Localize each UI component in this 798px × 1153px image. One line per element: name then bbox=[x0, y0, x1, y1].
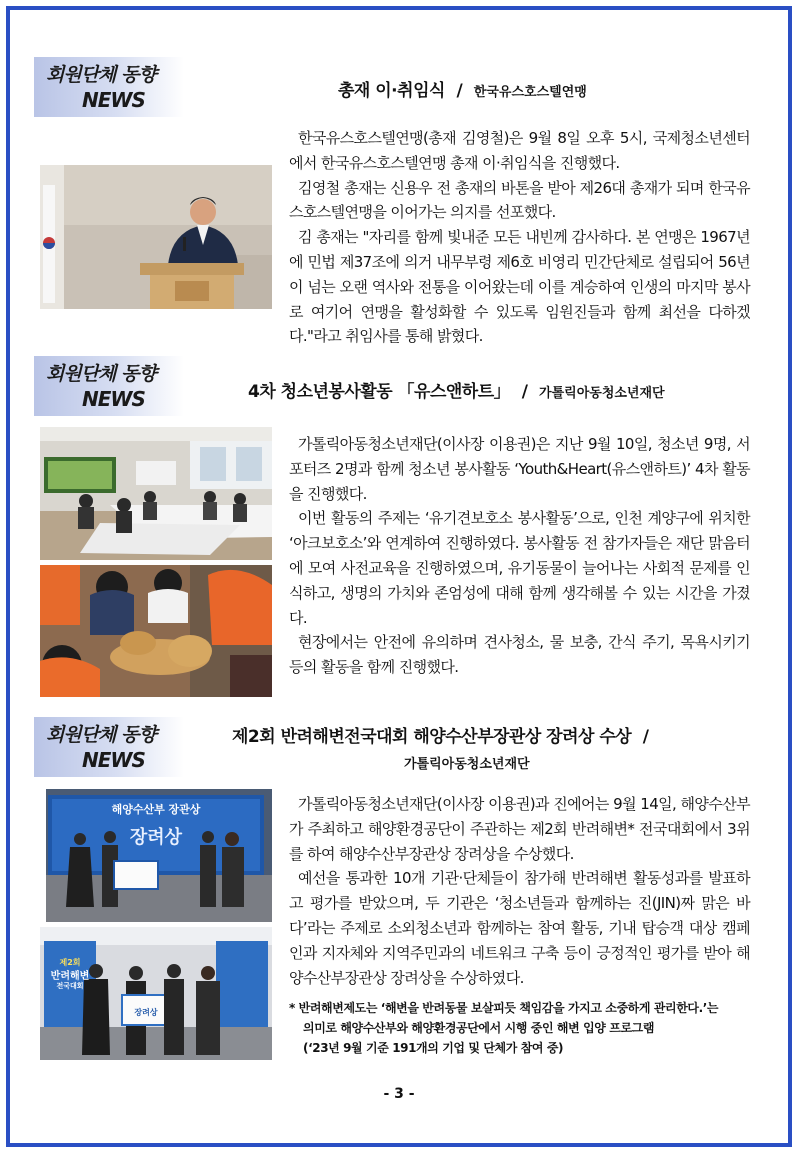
news-badge bbox=[34, 356, 184, 416]
banner-title: 반려해변 bbox=[50, 971, 90, 982]
paragraph: 이번 활동의 주제는 ‘유기견보호소 봉사활동’으로, 인천 계양구에 위치한 ‘아크보호소’와 연계하여 진행하였다. 봉사활동 전 참가자들은 재단 맑음터에 모여 사전교육을 진행하였으며, 유기동물이 늘어나는 사회적 문제를 인식하고, 생명의 가치와 존엄성에 대해 함께 생각해볼 수 있는 시간을 가졌다. bbox=[289, 509, 750, 627]
title-separator: / bbox=[456, 81, 463, 101]
badge-label: 회원단체 동향 bbox=[46, 64, 156, 86]
paragraph: 김영철 총재는 신용우 전 총재의 바톤을 받아 제26대 총재가 되며 한국유스호스텔연맹을 이어가는 의지를 선포했다. bbox=[289, 178, 750, 222]
award-stage-photo bbox=[40, 789, 272, 922]
paragraph: 한국유스호스텔연맹(총재 김영철)은 9월 8일 오후 5시, 국제청소년센터에서 한국유스호스텔연맹 총재 이·취임식을 진행했다. bbox=[289, 129, 750, 172]
organization-name: 가톨릭아동청소년재단 bbox=[404, 757, 530, 772]
badge-label: 회원단체 동향 bbox=[46, 724, 156, 746]
dog-shelter-photo bbox=[40, 565, 272, 697]
section-title bbox=[248, 377, 665, 402]
article-title: 4차 청소년봉사활동 「유스앤하트」 bbox=[248, 382, 511, 402]
badge-label: 회원단체 동향 bbox=[46, 363, 156, 385]
footnote-line: 의미로 해양수산부와 해양환경공단에서 시행 중인 해변 입양 프로그램 bbox=[303, 1021, 655, 1035]
organization-name: 한국유스호스텔연맹 bbox=[473, 85, 587, 100]
title-separator: / bbox=[642, 727, 649, 747]
paragraph: 현장에서는 안전에 유의하며 견사청소, 물 보충, 간식 주기, 목욕시키기 등의 활동을 함께 진행했다. bbox=[289, 633, 750, 677]
article-body bbox=[289, 126, 750, 349]
banner-text: 해양수산부 장관상 bbox=[111, 803, 201, 816]
news-badge bbox=[34, 717, 184, 777]
footnote-mark: * bbox=[289, 1001, 295, 1015]
paragraph: 김 총재는 "자리를 함께 빛내준 모든 내빈께 감사하다. 본 연맹은 1967년에 민법 제37조에 의거 내무부령 제6호 비영리 민간단체로 설립되어 56년이 넘는 오랜 역사와 전통을 이어왔는데 이를 계승하여 인생의 마지막 봉사로 여기어 연맹을 활성화할 수 있도록 임원진들과 함께 최선을 다하겠다."라고 취임사를 통해 밝혔다. bbox=[289, 228, 750, 346]
footnote bbox=[289, 998, 750, 1058]
article-title: 제2회 반려해변전국대회 해양수산부장관상 장려상 수상 bbox=[232, 727, 632, 747]
banner-edition: 제2회 bbox=[59, 958, 81, 967]
section-title bbox=[338, 76, 587, 101]
footnote-line bbox=[289, 998, 750, 1018]
certificate-text: 장려상 bbox=[134, 1008, 158, 1017]
organization-name: 가톨릭아동청소년재단 bbox=[539, 386, 665, 401]
section-title bbox=[232, 722, 655, 747]
badge-news: NEWS bbox=[82, 748, 145, 772]
article-title: 총재 이·취임식 bbox=[338, 81, 445, 101]
page-number: - 3 - bbox=[383, 1086, 415, 1102]
badge-news: NEWS bbox=[82, 387, 145, 411]
article-body bbox=[289, 792, 750, 990]
classroom-photo bbox=[40, 427, 272, 560]
banner-award: 장려상 bbox=[129, 827, 183, 848]
footnote-text: 반려해변제도는 ‘해변을 반려동물 보살피듯 책임감을 가지고 소중하게 관리한다.’는 bbox=[298, 1001, 719, 1015]
paragraph: 가톨릭아동청소년재단(이사장 이용권)은 지난 9월 10일, 청소년 9명, 서포터즈 2명과 함께 청소년 봉사활동 ‘Youth&Heart(유스앤하트)’ 4차 활동을 진행했다. bbox=[289, 435, 750, 503]
news-badge bbox=[34, 57, 184, 117]
paragraph: 예선을 통과한 10개 기관·단체들이 참가해 반려해변 활동성과를 발표하고 평가를 받았으며, 두 기관은 ‘청소년들과 함께하는 진(JIN)짜 맑은 바다’라는 주제로 소외청소년과 함께하는 참여 활동, 기내 탑승객 대상 캠페인과 지자체와 지역주민과의 네트워크 구축 등이 긍정적인 평가를 받아 해양수산부장관상 장려상을 수상하였다. bbox=[289, 869, 750, 987]
inauguration-photo bbox=[40, 165, 272, 309]
badge-news: NEWS bbox=[82, 88, 145, 112]
article-body bbox=[289, 432, 750, 680]
banner-subtitle: 전국대회 bbox=[56, 982, 84, 990]
award-group-photo bbox=[40, 927, 272, 1060]
title-separator: / bbox=[521, 382, 528, 402]
paragraph: 가톨릭아동청소년재단(이사장 이용권)과 진에어는 9월 14일, 해양수산부가 주최하고 해양환경공단이 주관하는 제2회 반려해변* 전국대회에서 3위를 하여 해양수산부장관상 장려상을 수상했다. bbox=[289, 795, 750, 863]
footnote-line: (‘23년 9월 기준 191개의 기업 및 단체가 참여 중) bbox=[303, 1041, 564, 1055]
